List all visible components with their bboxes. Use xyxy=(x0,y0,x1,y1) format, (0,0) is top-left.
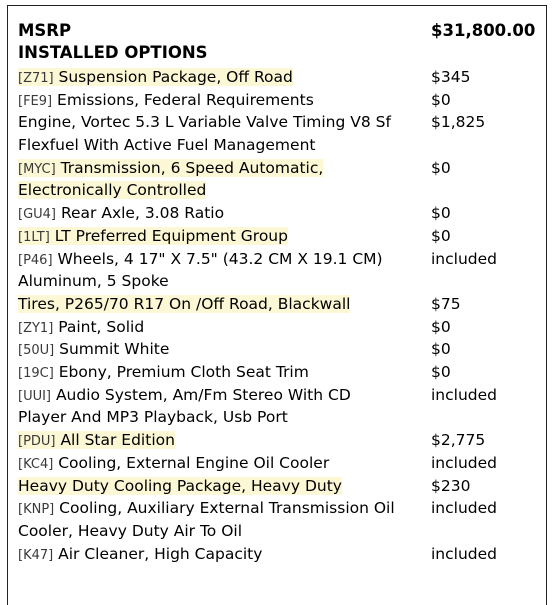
option-price: $0 xyxy=(431,317,451,336)
option-row xyxy=(18,111,538,156)
option-price: included xyxy=(431,249,497,268)
option-row xyxy=(18,225,538,248)
option-text: Emissions, Federal Requirements xyxy=(52,90,314,109)
option-description xyxy=(18,202,448,225)
option-price: $0 xyxy=(431,363,451,382)
option-text: Cooling, Auxiliary External Transmission Oil xyxy=(54,499,395,518)
option-price: $345 xyxy=(431,68,471,86)
option-text: Transmission, 6 Speed Automatic, xyxy=(55,158,324,177)
option-row xyxy=(18,248,538,293)
option-row xyxy=(18,429,538,452)
option-code: [ZY1] xyxy=(18,320,54,336)
option-row xyxy=(18,66,538,89)
section-title: INSTALLED OPTIONS xyxy=(18,43,208,62)
option-text: Suspension Package, Off Road xyxy=(53,68,293,86)
option-description xyxy=(18,316,448,339)
option-price: $2,775 xyxy=(431,431,486,450)
option-description xyxy=(18,89,448,112)
option-code: [KC4] xyxy=(18,456,54,472)
option-code: [KNP] xyxy=(18,502,55,518)
option-row xyxy=(18,157,538,202)
option-code: [PDU] xyxy=(18,434,56,450)
option-row xyxy=(18,475,538,498)
option-row xyxy=(18,293,538,316)
option-code: [K47] xyxy=(18,547,54,563)
option-price: $0 xyxy=(431,90,451,109)
option-text: Aluminum, 5 Spoke xyxy=(18,272,169,291)
option-description xyxy=(18,293,448,316)
option-row xyxy=(18,384,538,429)
option-code: [UUI] xyxy=(18,388,52,404)
option-row xyxy=(18,202,538,225)
option-text: Rear Axle, 3.08 Ratio xyxy=(56,204,225,223)
option-text: Flexfuel With Active Fuel Management xyxy=(18,136,316,155)
option-price: included xyxy=(431,499,497,518)
option-description xyxy=(18,475,448,498)
option-description xyxy=(18,338,448,361)
option-row xyxy=(18,316,538,339)
option-text: Ebony, Premium Cloth Seat Trim xyxy=(53,363,309,382)
option-row xyxy=(18,89,538,112)
option-text: Air Cleaner, High Capacity xyxy=(53,544,263,563)
option-text: Cooler, Heavy Duty Air To Oil xyxy=(18,521,243,540)
window-sticker xyxy=(7,5,547,605)
option-code: [1LT] xyxy=(18,229,50,245)
option-price: $230 xyxy=(431,476,471,495)
option-description xyxy=(18,497,448,542)
option-price: $0 xyxy=(431,204,451,223)
option-code: [Z71] xyxy=(18,71,54,86)
option-description xyxy=(18,429,448,452)
msrp-label: MSRP xyxy=(18,21,72,40)
option-text: Summit White xyxy=(54,340,170,359)
option-description xyxy=(18,157,448,202)
option-code: [MYC] xyxy=(18,161,56,177)
option-price: $0 xyxy=(431,158,451,177)
option-code: [GU4] xyxy=(18,207,57,223)
option-price: included xyxy=(431,385,497,404)
option-description xyxy=(18,543,448,566)
option-text: Audio System, Am/Fm Stereo With CD xyxy=(51,385,351,404)
option-price: $0 xyxy=(431,226,451,245)
option-text: Paint, Solid xyxy=(53,317,145,336)
option-row xyxy=(18,338,538,361)
option-price: $75 xyxy=(431,295,461,313)
option-text: Cooling, External Engine Oil Cooler xyxy=(53,453,330,472)
option-price: $1,825 xyxy=(431,113,486,132)
option-text: Player And MP3 Playback, Usb Port xyxy=(18,408,288,427)
option-price: $0 xyxy=(431,340,451,359)
option-description xyxy=(18,248,448,293)
option-description xyxy=(18,225,448,248)
option-text: Tires, P265/70 R17 On /Off Road, Blackwall xyxy=(18,295,351,313)
option-code: [50U] xyxy=(18,343,55,359)
option-text: Engine, Vortec 5.3 L Variable Valve Timing V8 Sf xyxy=(18,113,391,132)
option-code: [FE9] xyxy=(18,93,53,109)
option-row xyxy=(18,452,538,475)
option-code: [P46] xyxy=(18,252,53,268)
option-description xyxy=(18,111,448,156)
option-row xyxy=(18,543,538,566)
option-description xyxy=(18,384,448,429)
option-text: All Star Edition xyxy=(55,431,175,450)
option-row xyxy=(18,497,538,542)
option-price: included xyxy=(431,544,497,563)
option-text: LT Preferred Equipment Group xyxy=(49,226,288,245)
option-text: Electronically Controlled xyxy=(18,181,207,200)
option-text: Wheels, 4 17" X 7.5" (43.2 CM X 19.1 CM) xyxy=(52,249,383,268)
option-description xyxy=(18,452,448,475)
option-code: [19C] xyxy=(18,366,54,382)
option-description xyxy=(18,361,448,384)
option-description xyxy=(18,66,448,89)
msrp-value: $31,800.00 xyxy=(431,21,536,40)
option-row xyxy=(18,361,538,384)
option-text: Heavy Duty Cooling Package, Heavy Duty xyxy=(18,476,342,495)
option-price: included xyxy=(431,453,497,472)
